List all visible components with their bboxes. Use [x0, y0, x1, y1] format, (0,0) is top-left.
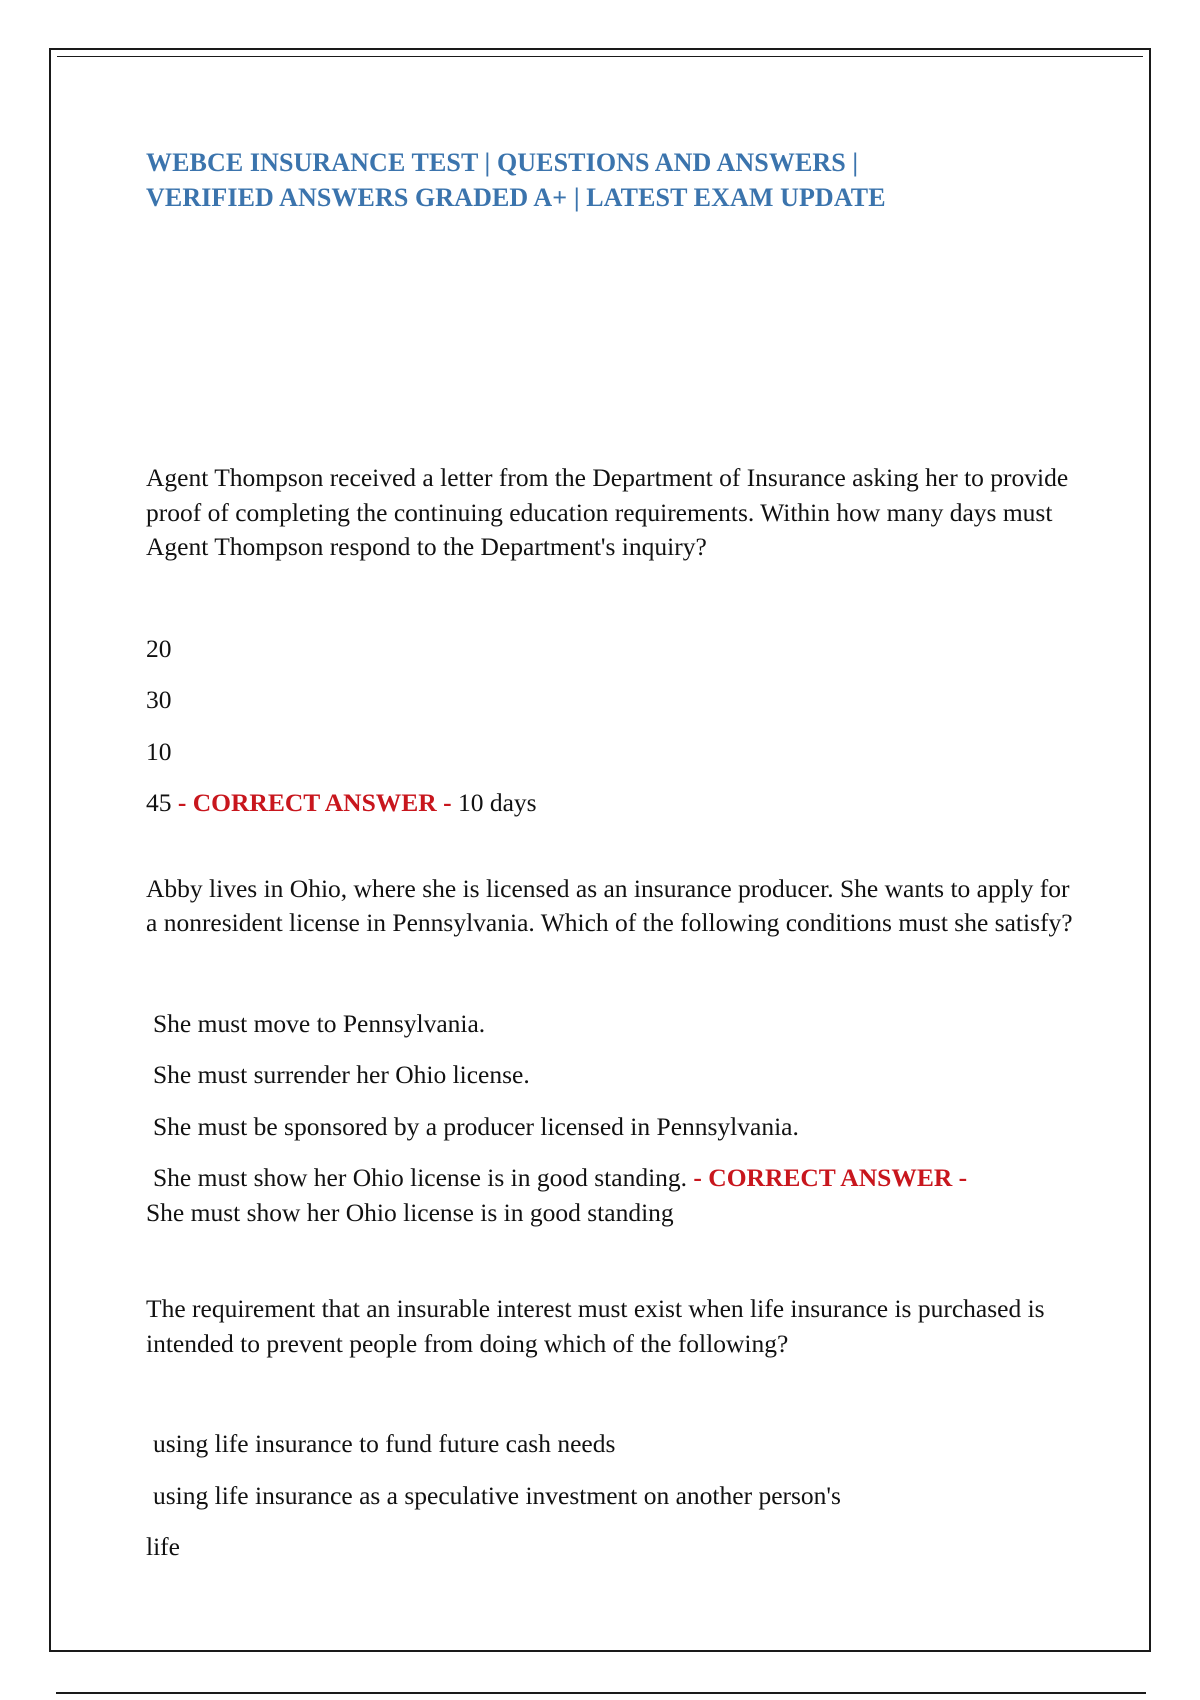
- document-body: [146, 145, 1076, 1582]
- q3-option-a: using life insurance to fund future cash needs: [153, 1429, 616, 1458]
- q1-option-d: [146, 786, 1076, 821]
- q3-option-b: using life insurance as a speculative investment on another person's: [153, 1480, 841, 1510]
- q2-option-b: She must surrender her Ohio license.: [153, 1060, 530, 1089]
- q2-option-d: [146, 1161, 1076, 1230]
- q2-option-c: She must be sponsored by a producer licensed in Pennsylvania.: [153, 1111, 799, 1141]
- title-line-2: VERIFIED ANSWERS GRADED A+ | LATEST EXAM UPDATE: [146, 183, 886, 212]
- document-title: [146, 145, 1076, 215]
- q1-option-a: 20: [146, 633, 172, 663]
- title-line-1: WEBCE INSURANCE TEST | QUESTIONS AND ANSWERS |: [146, 148, 859, 177]
- frame-top-rule: [57, 56, 1143, 57]
- q3-option-b-continuation: life: [146, 1532, 180, 1561]
- question-2-options: [146, 1007, 1076, 1231]
- q2-option-d-text: She must show her Ohio license is in good standing.: [153, 1163, 688, 1192]
- page-bottom-rule: [56, 1692, 1146, 1694]
- q2-correct-label: - CORRECT ANSWER -: [693, 1163, 968, 1192]
- q1-correct-answer: 10 days: [457, 788, 537, 817]
- question-2-text: Abby lives in Ohio, where she is licensed as an insurance producer. She wants to apply for a nonresident license in Pennsylvania. Which of the following conditions must she satisfy?: [146, 873, 1073, 937]
- q1-option-d-text: 45: [146, 788, 172, 817]
- q1-option-b: 30: [146, 685, 172, 714]
- question-3-text: The requirement that an insurable interest must exist when life insurance is purchased is intended to prevent people from doing which of the following?: [146, 1294, 1045, 1358]
- question-1-text: Agent Thompson received a letter from the Department of Insurance asking her to provide proof of completing the continuing education requirements. Within how many days must Agent Thompson respond to the Department's inquiry?: [146, 463, 1069, 561]
- q1-option-c: 10: [146, 736, 172, 766]
- q2-option-a: She must move to Pennsylvania.: [153, 1008, 486, 1038]
- question-1-options: [146, 632, 1076, 821]
- q2-correct-answer: She must show her Ohio license is in good standing: [146, 1197, 674, 1227]
- q1-correct-label: - CORRECT ANSWER -: [177, 788, 452, 817]
- question-3-options: [146, 1427, 1076, 1565]
